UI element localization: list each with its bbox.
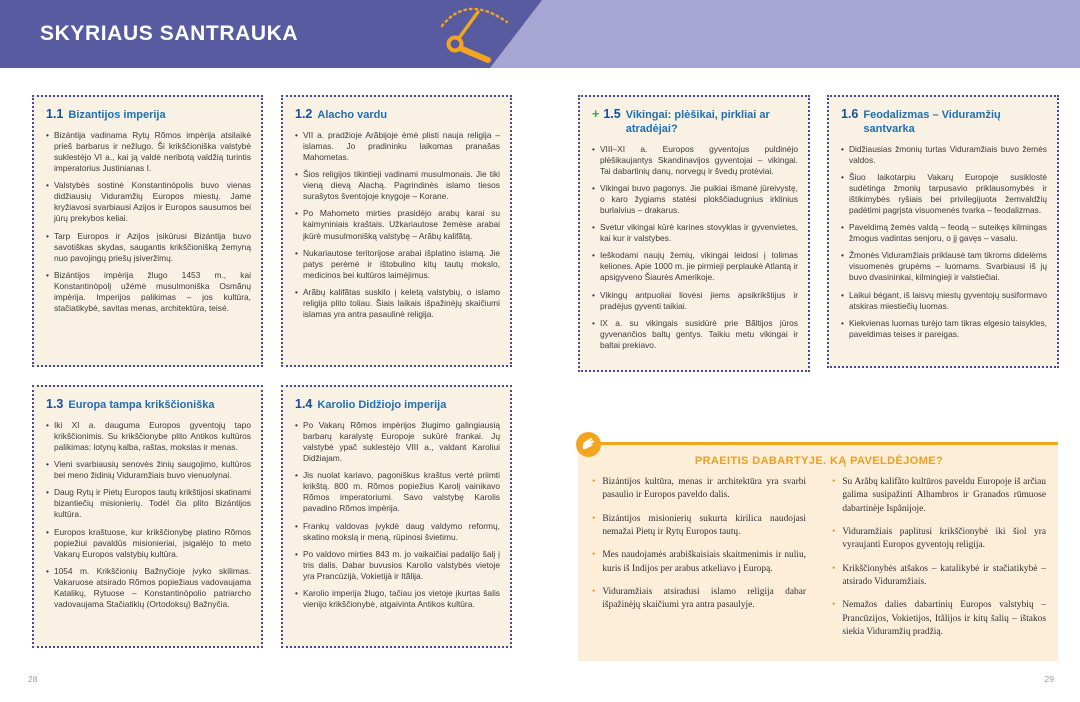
bullet-text: Europos kraštuose, kur krikščionybę platino Rõmos popiežiui pavaldūs misionieriai, įsigalėjo to meto Vakarų Europos valstybių kultūra.	[53, 526, 251, 559]
section-title: Bizantijos imperija	[68, 109, 166, 121]
bullet-icon: •	[46, 526, 49, 537]
bullet-icon: •	[46, 459, 49, 470]
bullet-icon: •	[841, 317, 844, 328]
bullet-text: Šios religijos tikintieji vadinami musulmonais. Jie tiki vieną dievą Alachą. Pagrindinės islamo tiesos surašytos šventojoje knygoje – Korane.	[302, 169, 500, 202]
bullet-icon: •	[46, 129, 49, 140]
bullet-text: Bizántijos kultūra, menas ir architektūra yra svarbi pasaulio ir Europos paveldo dalis.	[602, 477, 806, 501]
section-number: 1.2	[295, 107, 313, 121]
bullet-text: Po valdovo mirties 843 m. jo vaikaičiai padalijo šalį į tris dalis. Dabar buvusios Karolio valstybės vietoje yra Prancūzijà, Vokietijà ir Itãlija.	[302, 548, 500, 581]
plus-marker: +	[592, 107, 600, 121]
bullet-list	[592, 144, 798, 352]
bullet-item	[295, 169, 500, 202]
bullet-item	[46, 566, 251, 610]
bullet-icon: •	[592, 289, 595, 300]
section-box-1-3	[32, 385, 263, 648]
bullet-item	[295, 208, 500, 241]
bullet-item	[832, 563, 1046, 590]
bullet-item	[841, 172, 1047, 216]
clock-icon	[425, 0, 535, 68]
bullet-text: Laikui bėgant, iš laisvų miestų gyventojų susiformavo atskiras miestiečių luomas.	[848, 289, 1047, 311]
bullet-icon: •	[295, 286, 298, 297]
bullet-icon: •	[592, 143, 595, 154]
section-box-1-4	[281, 385, 512, 648]
bullet-list	[841, 144, 1047, 340]
bullet-item	[832, 599, 1046, 639]
bullet-list	[46, 420, 251, 610]
bullet-item	[295, 588, 500, 610]
bullet-text: Frankų valdovas įvykdė daug valdymo reformų, skatino mokslą ir meną, rūpinosi švietimu.	[302, 520, 500, 542]
bullet-item	[592, 250, 798, 283]
bullet-item	[295, 521, 500, 543]
bullet-icon: •	[841, 289, 844, 300]
chapter-banner	[0, 0, 1080, 68]
bullet-text: Karolio imperija žlugo, tačiau jos vietoje įkurtas šalis vienijo krikščionybė, atgaivinta Antikos kultūra.	[302, 587, 500, 610]
bullet-icon: •	[295, 470, 298, 481]
bullet-text: Ieškodami naujų žemių, vikingai leidosi į tolimas keliones. Apie 1000 m. jie pirmieji perplaukė Atlantą ir apsigyveno Šiaurės Amerikoje.	[599, 250, 798, 283]
bullet-item	[832, 526, 1046, 553]
bullet-icon: •	[46, 230, 49, 241]
bullet-text: Vieni svarbiausių senovės žinių saugojimo, kultūros bei meno židinių Viduramžiais buvo vienuolynai.	[53, 459, 251, 481]
bullet-text: Žmonės Viduramžiais priklausė tam tikroms didelėms visuomenės grupėms – luomams. Svarbiausi iš jų buvo dvasininkai, kilmingieji ir valstiečiai.	[848, 250, 1047, 283]
bullet-text: Šiuo laikotarpiu Vakarų Europoje susiklostė sudėtinga žmonių tarpusavio priklausomybės ir ištikimybės ryšiais bei privilegijuota žemvaldžių padėtimi pagrįsta visuomenės tvarka – feodalizmas.	[848, 171, 1047, 215]
heritage-title: PRAEITIS DABARTYJE. KĄ PAVELDĖJOME?	[694, 455, 944, 467]
section-number: 1.5	[603, 107, 621, 121]
bullet-item	[841, 250, 1047, 283]
hand-pen-icon	[575, 431, 602, 458]
bullet-text: VIII–XI a. Europos gyventojus puldinėjo plėšikaujantys Skandinavijos gyventojai – vikingai. Tai dabartinių danų, norvegų ir švedų protėviai.	[599, 143, 798, 176]
section-title: Europa tampa krikščioniška	[68, 399, 215, 411]
bullet-icon: •	[46, 487, 49, 498]
bullet-text: Viduramžiais paplitusi krikščionybė iki šiol yra vyraujanti Europos gyventojų religija.	[842, 527, 1046, 551]
bullet-icon: •	[592, 550, 596, 561]
bullet-text: Jis nuolat kariavo, pagoniškus kraštus vertė priimti krikštą. 800 m. Rõmos popiežius Karolį vainikavo Rõmos imperatoriumi. Savo valstybę Karolis pavadino Rõmos impèrija.	[302, 470, 500, 514]
bullet-text: Kiekvienas luomas turėjo tam tikras elgesio taisykles, paveldimas teises ir pareigas.	[848, 317, 1047, 339]
bullet-text: VII a. pradžioje Arãbijoje ėmė plisti nauja religija – islamas. Jo pradininku laikomas pranašas Mahometas.	[302, 129, 500, 162]
bullet-list	[832, 476, 1046, 639]
bullet-text: Nemažos dalies dabartinių Europos valstybių – Prancūzijos, Vokietijos, Itãlijos ir kitų šalių – ištakos siekia Viduramžių pradžią.	[842, 600, 1046, 638]
bullet-item	[592, 513, 806, 540]
bullet-text: Vikingai buvo pagonys. Jie puikiai išmanė jūreivystę, o karo žygiams statėsi plokščiadugnius irklinius burlaivius – drakarus.	[599, 182, 798, 215]
heritage-right-column	[832, 476, 1046, 649]
bullet-icon: •	[832, 527, 836, 538]
section-heading	[46, 108, 251, 123]
bullet-item	[592, 476, 806, 503]
bullet-item	[841, 144, 1047, 166]
bullet-icon: •	[841, 250, 844, 261]
bullet-item	[592, 318, 798, 351]
bullet-item	[592, 144, 798, 177]
page-number-left: 28	[28, 674, 38, 684]
bullet-item	[295, 549, 500, 582]
section-number: 1.1	[46, 107, 64, 121]
bullet-item	[46, 270, 251, 314]
bullet-item	[295, 287, 500, 320]
bullet-text: Bizántijos misionierių sukurta kirilica naudojasi nemažai Pietų ir Rytų Europos tautų.	[602, 513, 806, 538]
section-box-1-1	[32, 95, 263, 367]
bullet-item	[46, 459, 251, 481]
bullet-icon: •	[46, 419, 49, 430]
bullet-text: Valstybės sostinė Konstantinòpolis buvo vienas didžiausių Viduramžių Europos miestų. Jame kryžiavosi svarbiausi Azijos ir Europos sausumos bei jūrų prekybos keliai.	[53, 180, 251, 224]
bullet-icon: •	[295, 208, 298, 219]
bullet-item	[46, 231, 251, 264]
heritage-box	[578, 442, 1058, 661]
section-number: 1.4	[295, 397, 313, 411]
bullet-text: Viduramžiais atsiradusi islamo religija dabar išpažinėjų skaičiumi yra antra pasaulyje.	[602, 587, 806, 611]
section-title: Alacho vardu	[317, 109, 388, 121]
bullet-item	[295, 420, 500, 464]
bullet-list	[295, 420, 500, 610]
section-heading	[592, 108, 798, 137]
bullet-list	[592, 476, 806, 613]
page-number-right: 29	[1044, 674, 1054, 684]
bullet-icon: •	[295, 129, 298, 140]
bullet-list	[295, 130, 500, 320]
heritage-columns	[592, 476, 1046, 649]
section-heading	[295, 398, 500, 413]
bullet-text: Paveldimą žemės valdą – feodą – suteikęs kilmingas žmogus vadintas senjoru, o jį gavęs – vasalu.	[848, 222, 1047, 244]
bullet-text: Didžiausias žmonių turtas Viduramžiais buvo žemės valdos.	[848, 143, 1047, 165]
bullet-icon: •	[295, 520, 298, 531]
bullet-text: Vikingų antpuoliai liovėsi jiems apsikrikštijus ir pradėjus gyventi taikiai.	[599, 289, 798, 311]
bullet-text: Daug Rytų ir Pietų Europos tautų krikštijosi skatinami bizantiečių misionierių. Todėl čia plito Bizántijos kultūra.	[53, 487, 251, 520]
bullet-list	[46, 130, 251, 314]
bullet-text: Krikščionybės atšakos – katalikybė ir stačiatikybė – atsirado Viduramžiais.	[842, 563, 1046, 588]
bullet-icon: •	[841, 171, 844, 182]
bullet-icon: •	[841, 143, 844, 154]
bullet-icon: •	[592, 222, 595, 233]
section-title: Vikingai: plėšikai, pirkliai ar atradėjai?	[625, 109, 770, 135]
bullet-icon: •	[592, 317, 595, 328]
bullet-text: Tarp Europos ir Azijos įsikūrusi Bizántija buvo savotiškas skydas, saugantis krikščionišką žemyną nuo pavojingų priešų įsiveržimų.	[53, 230, 251, 263]
bullet-icon: •	[295, 247, 298, 258]
bullet-text: Su Arãbų kalifãto kultūros paveldu Europoje iš arčiau galima susipažinti Alhambros ir Granados rūmuose dabartinėje Ispãnijoje.	[842, 477, 1046, 514]
section-number: 1.3	[46, 397, 64, 411]
bullet-item	[592, 183, 798, 216]
bullet-icon: •	[295, 169, 298, 180]
bullet-item	[841, 222, 1047, 244]
bullet-item	[295, 470, 500, 514]
bullet-item	[46, 487, 251, 520]
bullet-text: 1054 m. Krikščionių Bažnyčioje įvyko skilimas. Vakaruose atsirado Rõmos popiežiaus vadovaujama Katalikų, Rytuose – Konstantinòpolio patriarcho vadovaujama Stačiatikių (Ortodoksų) Bažnyčia.	[53, 565, 251, 610]
bullet-item	[592, 549, 806, 576]
bullet-icon: •	[295, 587, 298, 598]
bullet-text: Bizántijos impèrija žlugo 1453 m., kai Konstantinòpolį užėmė musulmoniška Osmãnų impèrija. Imperijos palikimas – jos kultūra, stačiatikybė, savitas menas, architektūra, teisė.	[53, 269, 251, 314]
bullet-text: Bizántija vadinama Rytų Rõmos impèrija atsilaikė prieš barbarus ir nežlugo. Ši krikščioniška valstybė suklestėjo VI a., kai ją valdė neribotą valdžią turintis imperatorius Justinianas I.	[53, 129, 251, 174]
bullet-text: Po Vakarų Rõmos impèrijos žlugimo galingiausią barbarų karalystę Europoje sukūrė frankai. Jų valstybė ypač suklestėjo VIII a., valdant Karoliui Didžiajam.	[302, 419, 500, 464]
bullet-icon: •	[46, 565, 49, 576]
section-heading	[841, 108, 1047, 137]
bullet-item	[46, 420, 251, 453]
bullet-text: Mes naudojamės arabiškaisiais skaitmenimis ir nuliu, kuris iš Indijos per arabus atkeliavo į Europą.	[602, 550, 806, 574]
bullet-item	[46, 527, 251, 560]
bullet-item	[841, 318, 1047, 340]
bullet-text: Iki XI a. dauguma Europos gyventojų tapo krikščionimis. Su krikščionybe plito Antikos kultūros palikimas: lotynų kalba, raštas, mokslas ir menas.	[53, 419, 251, 452]
section-title: Feodalizmas – Viduramžių santvarka	[863, 109, 1001, 135]
bullet-icon: •	[832, 600, 836, 611]
bullet-icon: •	[46, 269, 49, 280]
bullet-text: Po Mahometo mirties prasidėjo arabų karai su kaimyniniais kraštais. Užkariautose žemėse arabai įkūrė musulmonišką valstybę – Arãbų kalifãtą.	[302, 208, 500, 241]
section-box-1-6	[827, 95, 1059, 368]
heritage-left-column	[592, 476, 806, 649]
bullet-text: Arãbų kalifãtas suskilo į keletą valstybių, o islamo religija plito toliau. Šiais laikais išpažinėjų skaičiumi islamas yra antra pasaulinė religija.	[302, 286, 500, 320]
bullet-item	[295, 130, 500, 163]
bullet-text: Svetur vikingai kūrė karines stovyklas ir gyvenvietes, kai kur ir valstybes.	[599, 222, 798, 244]
bullet-item	[592, 290, 798, 312]
page-title: SKYRIAUS SANTRAUKA	[40, 22, 299, 45]
bullet-item	[46, 180, 251, 224]
bullet-item	[841, 290, 1047, 312]
bullet-item	[592, 586, 806, 613]
bullet-icon: •	[46, 180, 49, 191]
bullet-icon: •	[832, 477, 836, 487]
bullet-item	[46, 130, 251, 174]
bullet-icon: •	[592, 250, 595, 261]
bullet-icon: •	[592, 182, 595, 193]
bullet-icon: •	[592, 587, 596, 598]
bullet-text: Nukariautose teritorijose arabai išplatino islamą. Jie patys perėmė ir ištobulino kitų tautų mokslo, medicinos bei kultūros laimėjimus.	[302, 247, 500, 280]
bullet-item	[832, 476, 1046, 516]
bullet-item	[592, 222, 798, 244]
bullet-icon: •	[295, 419, 298, 430]
bullet-icon: •	[832, 563, 836, 574]
section-heading	[295, 108, 500, 123]
section-title: Karolio Didžiojo imperija	[317, 399, 447, 411]
section-box-1-2	[281, 95, 512, 367]
bullet-item	[295, 248, 500, 281]
bullet-icon: •	[841, 222, 844, 233]
bullet-icon: •	[295, 548, 298, 559]
section-box-1-5	[578, 95, 810, 372]
bullet-icon: •	[592, 513, 596, 524]
section-number: 1.6	[841, 107, 859, 121]
bullet-text: IX a. su vikingais susidūrė prie Bãltijos jūros gyvenančios baltų gentys. Taikiu metu vikingai ir baltai prekiavo.	[599, 317, 798, 350]
section-heading	[46, 398, 251, 413]
bullet-icon: •	[592, 477, 596, 487]
